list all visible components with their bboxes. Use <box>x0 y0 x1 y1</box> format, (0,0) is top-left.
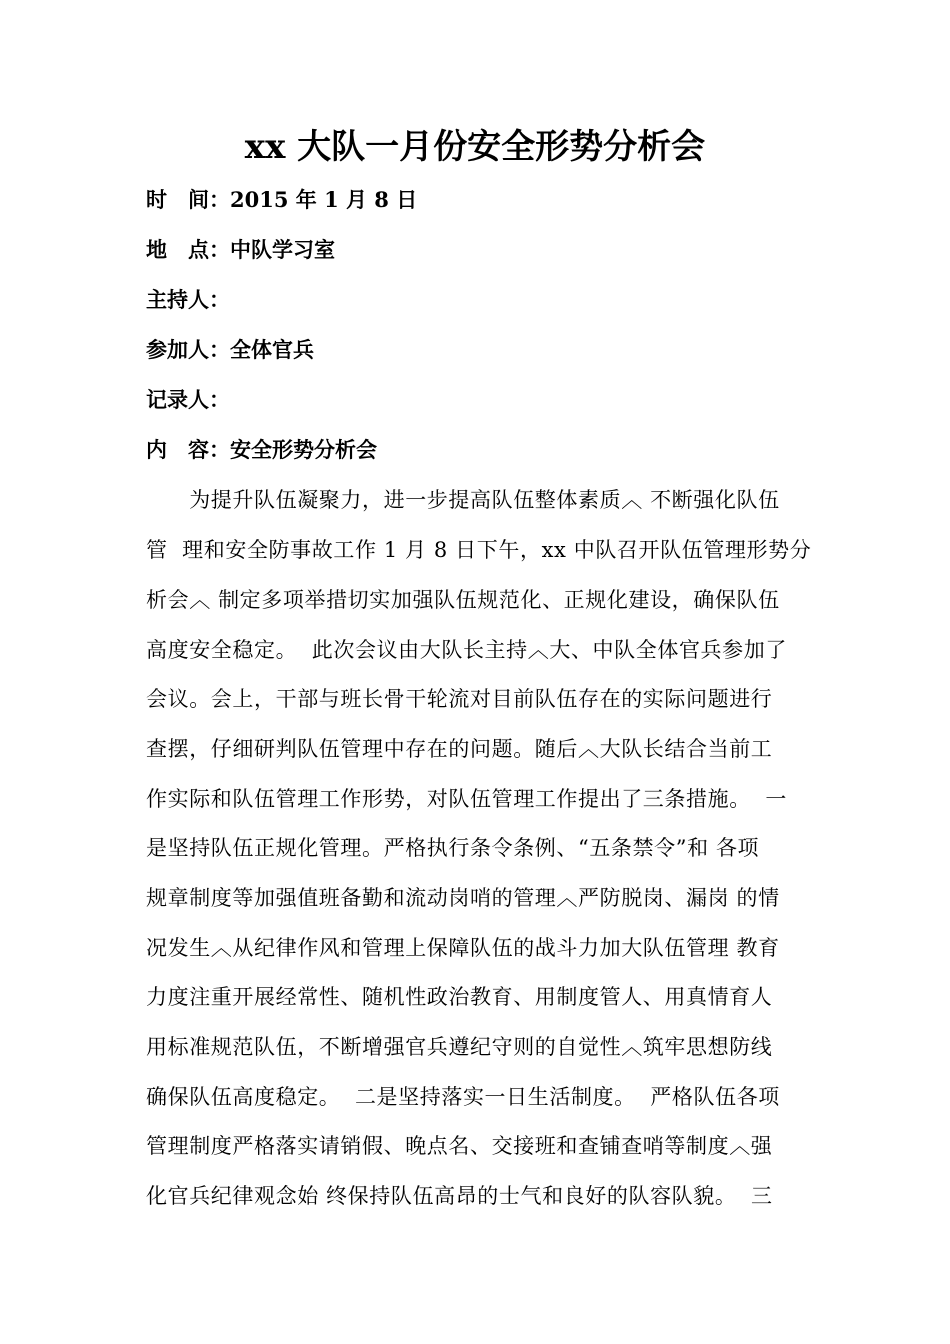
meta-content-value: 安全形势分析会 <box>230 437 377 462</box>
meta-host-label: 主持人： <box>146 287 230 312</box>
document-title: xx 大队一月份安全形势分析会 <box>244 127 706 167</box>
body-line: 会议。会上，干部与班长骨干轮流对目前队伍存在的实际问题进行 <box>146 687 773 711</box>
body-line: 况发生︿从纪律作风和管理上保障队伍的战斗力加大队伍管理 教育 <box>146 936 780 960</box>
body-line: 管理制度严格落实请销假、晚点名、交接班和查铺查哨等制度︿强 <box>146 1134 773 1158</box>
meta-recorder-label: 记录人： <box>146 387 230 412</box>
body-line: 高度安全稳定。 此次会议由大队长主持︿大、中队全体官兵参加了 <box>146 638 787 662</box>
meta-location-value: 中队学习室 <box>230 237 335 262</box>
meta-content-label: 内 容： <box>146 437 230 462</box>
meta-content <box>146 435 377 465</box>
meta-time-value: 2015 年 1 月 8 日 <box>230 187 418 212</box>
meta-attendees-value: 全体官兵 <box>230 337 314 362</box>
body-line: 管 理和安全防事故工作 1 月 8 日下午，xx 中队召开队伍管理形势分 <box>146 538 812 562</box>
body-line: 规章制度等加强值班备勤和流动岗哨的管理︿严防脱岗、漏岗 的情 <box>146 886 780 910</box>
meta-time-label: 时 间： <box>146 187 230 212</box>
body-line: 作实际和队伍管理工作形势，对队伍管理工作提出了三条措施。 一 <box>146 787 787 811</box>
meta-location-label: 地 点： <box>146 237 230 262</box>
body-line: 查摆，仔细研判队伍管理中存在的问题。随后︿大队长结合当前工 <box>146 737 773 761</box>
meta-recorder <box>146 385 230 415</box>
body-line: 化官兵纪律观念始 终保持队伍高昂的士气和良好的队容队貌。 三 <box>146 1184 773 1208</box>
meta-host <box>146 285 230 315</box>
body-line: 确保队伍高度稳定。 二是坚持落实一日生活制度。 严格队伍各项 <box>146 1085 780 1109</box>
meta-attendees <box>146 335 314 365</box>
body-line: 是坚持队伍正规化管理。严格执行条令条例、“五条禁令”和 各项 <box>146 836 760 860</box>
body-line: 为提升队伍凝聚力，进一步提高队伍整体素质︿ 不断强化队伍 <box>146 488 780 512</box>
body-line: 析会︿ 制定多项举措切实加强队伍规范化、正规化建设，确保队伍 <box>146 588 780 612</box>
meta-time <box>146 185 417 215</box>
body-line: 力度注重开展经常性、随机性政治教育、用制度管人、用真情育人 <box>146 985 773 1009</box>
meta-location <box>146 235 335 265</box>
meta-attendees-label: 参加人： <box>146 337 230 362</box>
body-line: 用标准规范队伍，不断增强官兵遵纪守则的自觉性︿筑牢思想防线 <box>146 1035 773 1059</box>
